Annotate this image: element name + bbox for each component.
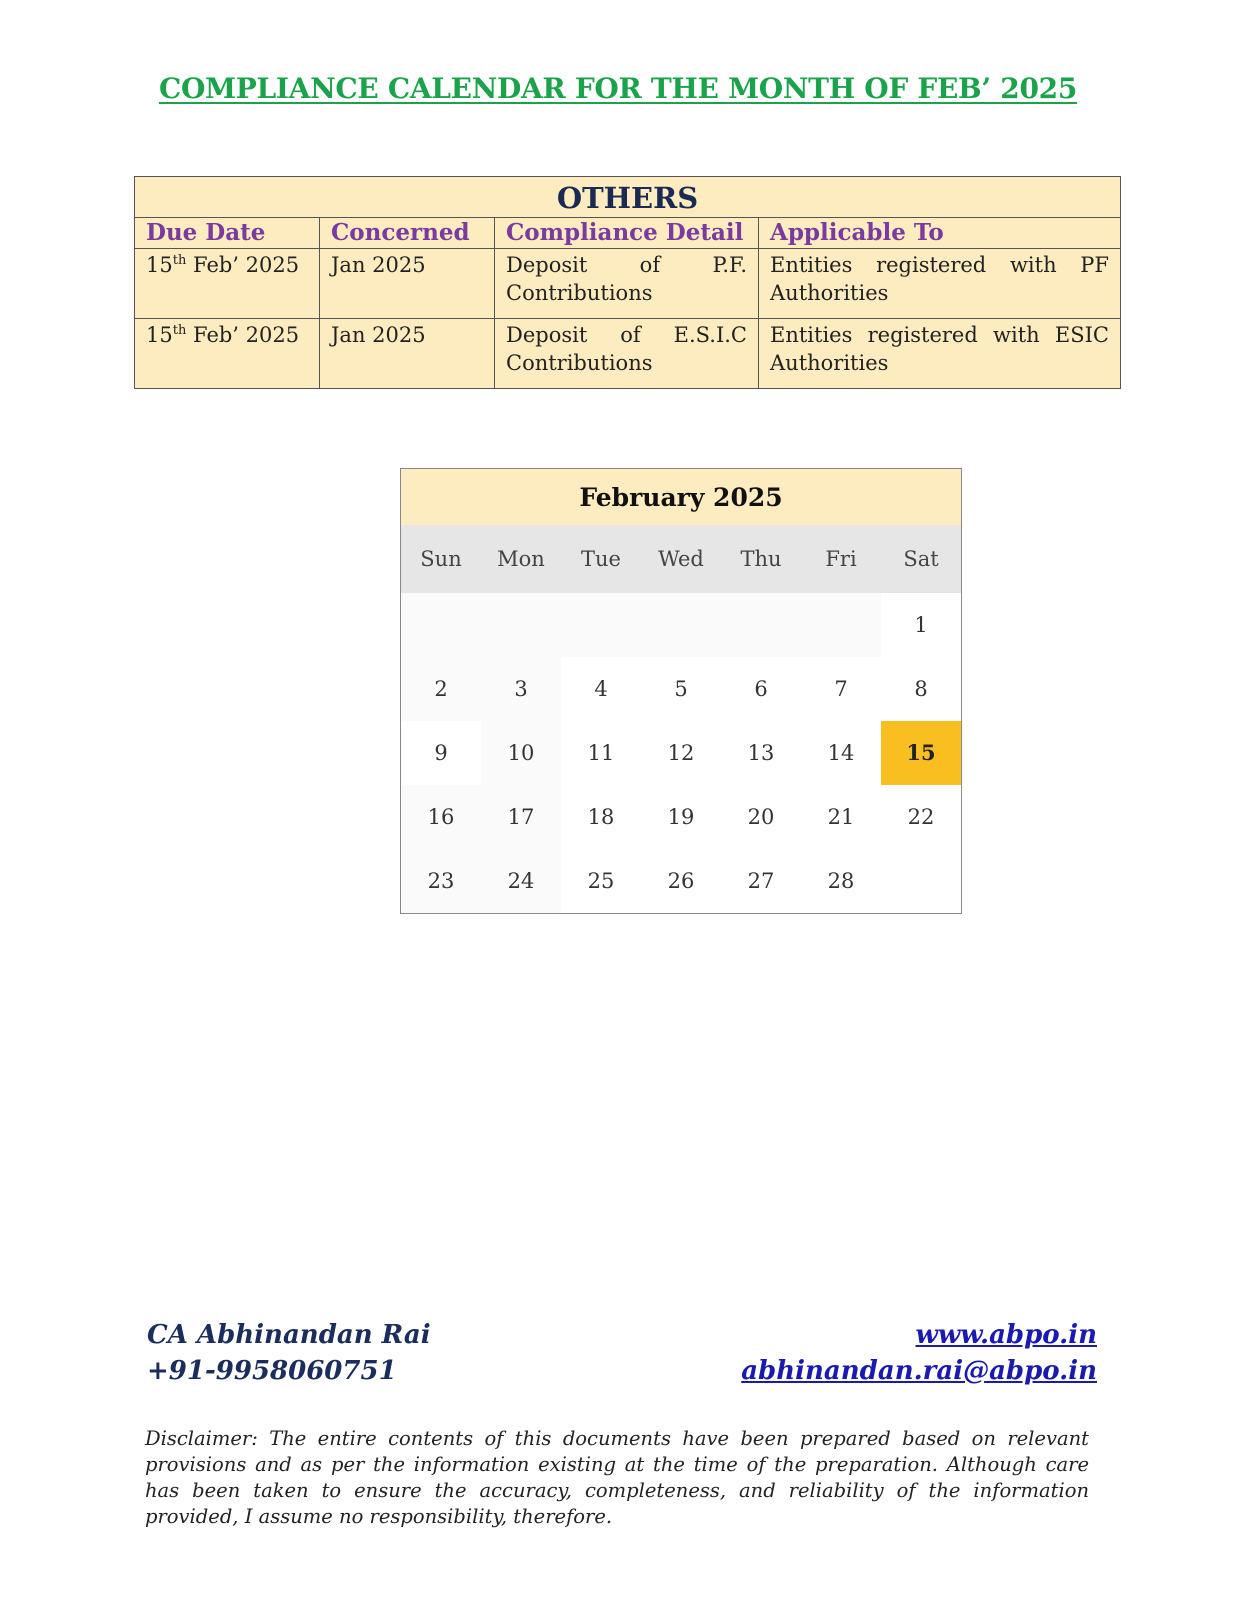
detail-line: Contributions: [506, 281, 653, 305]
word: Entities: [770, 253, 853, 277]
weekday-label: Sat: [881, 525, 961, 593]
author-phone: +91-9958060751: [147, 1356, 397, 1386]
email-link[interactable]: abhinandan.rai@abpo.in: [741, 1356, 1097, 1386]
calendar-empty-cell: [401, 593, 481, 657]
calendar-day[interactable]: 2: [401, 657, 481, 721]
weekday-label: Mon: [481, 525, 561, 593]
calendar-empty-cell: [561, 593, 641, 657]
calendar-day[interactable]: 24: [481, 849, 561, 913]
compliance-detail-cell: [495, 249, 759, 319]
due-month: Feb’ 2025: [186, 253, 300, 277]
day-grid: [401, 593, 961, 913]
due-month: Feb’ 2025: [186, 323, 300, 347]
calendar-day[interactable]: 12: [641, 721, 721, 785]
calendar-day[interactable]: 27: [721, 849, 801, 913]
author-name: CA Abhinandan Rai: [147, 1320, 431, 1350]
calendar-day[interactable]: 5: [641, 657, 721, 721]
word: Deposit: [506, 323, 588, 347]
website-link[interactable]: www.abpo.in: [915, 1320, 1097, 1350]
disclaimer: Disclaimer: The entire contents of this documents have been prepared based on relevant provisions and as per the information existing at the time of the preparation. Although care has been taken to ensure the accuracy, completeness, and reliability of the information provided, I assume no responsibility, therefore.: [145, 1427, 1089, 1528]
calendar: [400, 468, 962, 914]
word: with: [993, 323, 1040, 347]
due-day: 15: [146, 323, 173, 347]
weekday-row: [401, 525, 961, 593]
compliance-table: [134, 176, 1121, 389]
column-header-due-date: Due Date: [135, 218, 320, 249]
column-header-applicable-to: Applicable To: [759, 218, 1121, 249]
calendar-empty-cell: [641, 593, 721, 657]
calendar-day[interactable]: 26: [641, 849, 721, 913]
calendar-day[interactable]: 22: [881, 785, 961, 849]
due-day-suffix: th: [172, 253, 187, 268]
calendar-empty-cell: [481, 593, 561, 657]
page-title: COMPLIANCE CALENDAR FOR THE MONTH OF FEB’ 2025: [158, 72, 1078, 105]
calendar-day[interactable]: 28: [801, 849, 881, 913]
calendar-day[interactable]: 16: [401, 785, 481, 849]
word: PF: [1080, 253, 1109, 277]
calendar-day[interactable]: 15: [881, 721, 961, 785]
compliance-detail-cell: [495, 319, 759, 389]
table-row: [135, 249, 1121, 319]
calendar-day[interactable]: 17: [481, 785, 561, 849]
due-day: 15: [146, 253, 173, 277]
applicable-line: Authorities: [770, 281, 889, 305]
weekday-label: Wed: [641, 525, 721, 593]
applicable-to-cell: [759, 319, 1121, 389]
weekday-label: Sun: [401, 525, 481, 593]
calendar-day[interactable]: 20: [721, 785, 801, 849]
calendar-day[interactable]: 4: [561, 657, 641, 721]
concerned-cell: Jan 2025: [320, 249, 495, 319]
applicable-to-cell: [759, 249, 1121, 319]
detail-line: Contributions: [506, 351, 653, 375]
due-day-suffix: th: [172, 323, 187, 338]
word: ESIC: [1054, 323, 1110, 347]
section-heading: OTHERS: [135, 177, 1121, 218]
due-date-cell: [135, 249, 320, 319]
calendar-empty-cell: [801, 593, 881, 657]
word: of: [639, 253, 661, 277]
calendar-day[interactable]: 13: [721, 721, 801, 785]
column-header-concerned: Concerned: [320, 218, 495, 249]
weekday-label: Fri: [801, 525, 881, 593]
calendar-day[interactable]: 21: [801, 785, 881, 849]
word: with: [1009, 253, 1057, 277]
calendar-day[interactable]: 10: [481, 721, 561, 785]
column-header-compliance-detail: Compliance Detail: [495, 218, 759, 249]
calendar-empty-cell: [881, 849, 961, 913]
calendar-day[interactable]: 14: [801, 721, 881, 785]
calendar-day[interactable]: 3: [481, 657, 561, 721]
calendar-day[interactable]: 19: [641, 785, 721, 849]
word: P.F.: [712, 253, 747, 277]
calendar-day[interactable]: 23: [401, 849, 481, 913]
calendar-day[interactable]: 25: [561, 849, 641, 913]
concerned-cell: Jan 2025: [320, 319, 495, 389]
table-row: [135, 319, 1121, 389]
calendar-day[interactable]: 11: [561, 721, 641, 785]
calendar-empty-cell: [721, 593, 801, 657]
calendar-day[interactable]: 1: [881, 593, 961, 657]
applicable-line: Authorities: [770, 351, 889, 375]
word: of: [620, 323, 641, 347]
word: E.S.I.C: [673, 323, 747, 347]
calendar-day[interactable]: 9: [401, 721, 481, 785]
calendar-month-label: February 2025: [401, 469, 961, 525]
word: registered: [867, 323, 978, 347]
calendar-day[interactable]: 6: [721, 657, 801, 721]
due-date-cell: [135, 319, 320, 389]
calendar-day[interactable]: 7: [801, 657, 881, 721]
table-header-row: [135, 218, 1121, 249]
weekday-label: Thu: [721, 525, 801, 593]
calendar-day[interactable]: 18: [561, 785, 641, 849]
word: Deposit: [506, 253, 588, 277]
weekday-label: Tue: [561, 525, 641, 593]
word: registered: [876, 253, 987, 277]
word: Entities: [770, 323, 853, 347]
calendar-day[interactable]: 8: [881, 657, 961, 721]
